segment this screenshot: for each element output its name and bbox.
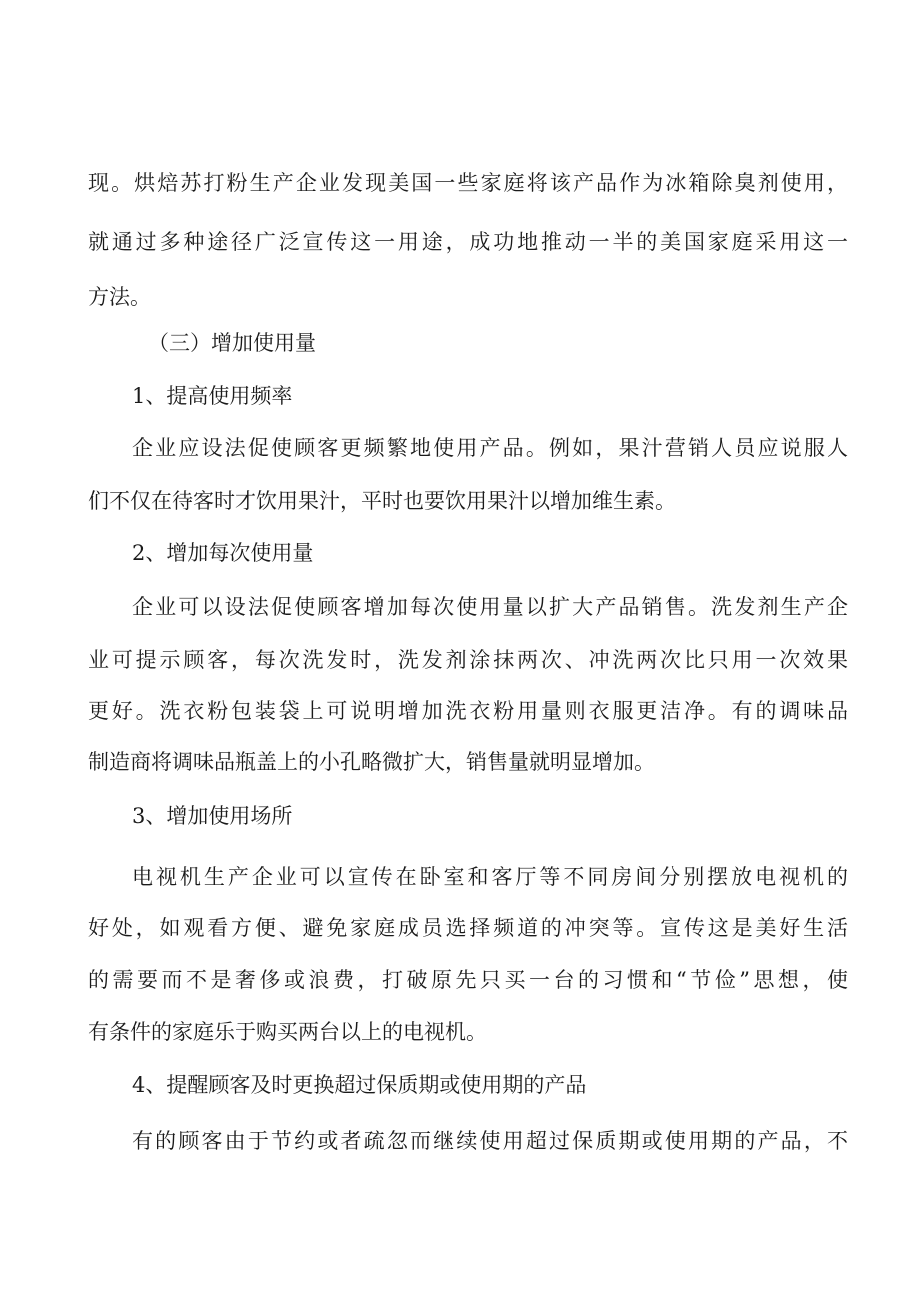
- paragraph-line: 有条件的家庭乐于购买两台以上的电视机。: [88, 1020, 487, 1044]
- paragraph-line: 的需要而不是奢侈或浪费，打破原先只买一台的习惯和“节俭”思想，使: [88, 968, 848, 992]
- paragraph-line: 电视机生产企业可以宣传在卧室和客厅等不同房间分别摆放电视机的: [132, 865, 848, 889]
- subsection-heading: 4、提醒顾客及时更换超过保质期或使用期的产品: [132, 1073, 587, 1097]
- paragraph-line: 业可提示顾客，每次洗发时，洗发剂涂抹两次、冲洗两次比只用一次效果: [88, 648, 848, 672]
- subsection-heading: 2、增加每次使用量: [132, 541, 314, 565]
- paragraph-line: 方法。: [88, 285, 151, 309]
- section-heading: （三）增加使用量: [148, 331, 316, 355]
- subsection-heading: 1、提高使用频率: [132, 384, 293, 408]
- paragraph-line: 好处，如观看方便、避免家庭成员选择频道的冲突等。宣传这是美好生活: [88, 916, 848, 940]
- paragraph-line: 现。烘焙苏打粉生产企业发现美国一些家庭将该产品作为冰箱除臭剂使用，: [88, 171, 848, 195]
- paragraph-line: 就通过多种途径广泛宣传这一用途，成功地推动一半的美国家庭采用这一: [88, 230, 848, 254]
- paragraph-line: 们不仅在待客时才饮用果汁，平时也要饮用果汁以增加维生素。: [88, 489, 676, 513]
- paragraph-line: 有的顾客由于节约或者疏忽而继续使用超过保质期或使用期的产品，不: [132, 1129, 848, 1153]
- subsection-heading: 3、增加使用场所: [132, 804, 293, 828]
- paragraph-line: 企业可以设法促使顾客增加每次使用量以扩大产品销售。洗发剂生产企: [132, 595, 848, 619]
- paragraph-line: 更好。洗衣粉包装袋上可说明增加洗衣粉用量则衣服更洁净。有的调味品: [88, 699, 848, 723]
- paragraph-line: 制造商将调味品瓶盖上的小孔略微扩大，销售量就明显增加。: [88, 750, 655, 774]
- paragraph-line: 企业应设法促使顾客更频繁地使用产品。例如，果汁营销人员应说服人: [132, 436, 848, 460]
